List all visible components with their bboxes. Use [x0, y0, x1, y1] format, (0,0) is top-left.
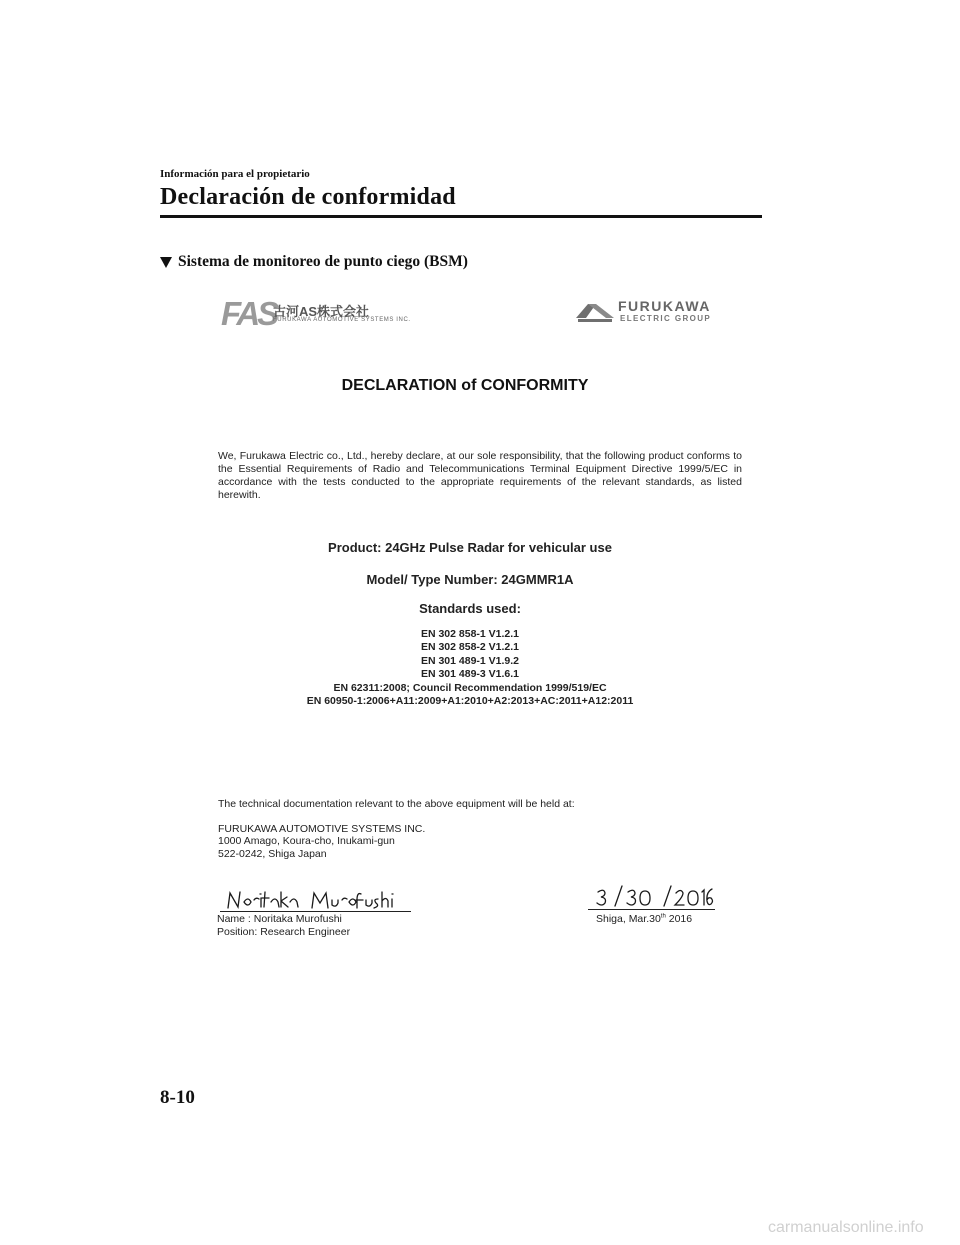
- address-line: 1000 Amago, Koura-cho, Inukami-gun: [218, 835, 395, 848]
- subheading-text: Sistema de monitoreo de punto ciego (BSM): [178, 253, 468, 270]
- tech-doc-statement: The technical documentation relevant to the above equipment will be held at:: [218, 798, 575, 810]
- title-rule: [160, 215, 762, 218]
- page-title: Declaración de conformidad: [160, 184, 456, 210]
- standard-item: EN 301 489-1 V1.9.2: [420, 654, 520, 667]
- handwritten-signature: [220, 888, 411, 912]
- date-suffix: th: [660, 913, 666, 920]
- signatory-name: Name : Noritaka Murofushi: [217, 913, 342, 925]
- signatory-position: Position: Research Engineer: [217, 926, 351, 938]
- address-line: 522-0242, Shiga Japan: [218, 847, 327, 860]
- product-line: Product: 24GHz Pulse Radar for vehicular use: [328, 540, 612, 555]
- fas-logo-japanese: 古河AS株式会社: [273, 304, 370, 319]
- date-year: 2016: [665, 913, 693, 925]
- furukawa-tagline: ELECTRIC GROUP: [620, 314, 712, 323]
- standard-item: EN 302 858-2 V1.2.1: [420, 641, 520, 654]
- date-prefix: Shiga, Mar.30: [596, 913, 661, 925]
- furukawa-logo: [574, 298, 726, 330]
- subheading: [160, 253, 468, 271]
- handwritten-date: [588, 884, 715, 910]
- page-number: 8-10: [160, 1087, 195, 1108]
- fas-logo-english: FURUKAWA AUTOMOTIVE SYSTEMS INC.: [273, 317, 411, 323]
- declaration-intro: We, Furukawa Electric co., Ltd., hereby declare, at our sole responsibility, that the following product conforms to the Essential Requirements of Radio and Telecommunications Terminal Equipment Directive 1999/5/EC in accordance with the tests conducted to the appropriate requirements of the relevant standards, as listed herewith.: [218, 450, 742, 501]
- standard-item: EN 301 489-3 V1.6.1: [420, 668, 520, 681]
- standards-list: [0, 628, 940, 708]
- watermark: carmanualsonline.info: [768, 1219, 924, 1236]
- triangle-down-icon: [160, 257, 172, 268]
- signing-place-date: [596, 913, 692, 925]
- address-block: [218, 823, 425, 860]
- furukawa-icon: [574, 300, 616, 326]
- address-line: FURUKAWA AUTOMOTIVE SYSTEMS INC.: [218, 823, 426, 835]
- declaration-title: DECLARATION of CONFORMITY: [341, 377, 589, 394]
- standard-item: EN 60950-1:2006+A11:2009+A1:2010+A2:2013+AC:2011+A12:2011: [306, 695, 634, 708]
- standard-item: EN 62311:2008; Council Recommendation 1999/519/EC: [333, 681, 607, 694]
- signature-rule: [220, 911, 411, 912]
- model-line: Model/ Type Number: 24GMMR1A: [366, 572, 574, 587]
- fas-logo-mark: FAS: [221, 295, 277, 332]
- standards-heading: Standards used:: [419, 601, 521, 616]
- date-rule: [588, 909, 715, 910]
- section-label: Información para el propietario: [160, 168, 310, 180]
- fas-logo: [221, 295, 431, 332]
- furukawa-name: FURUKAWA: [618, 298, 711, 314]
- standard-item: EN 302 858-1 V1.2.1: [420, 628, 520, 640]
